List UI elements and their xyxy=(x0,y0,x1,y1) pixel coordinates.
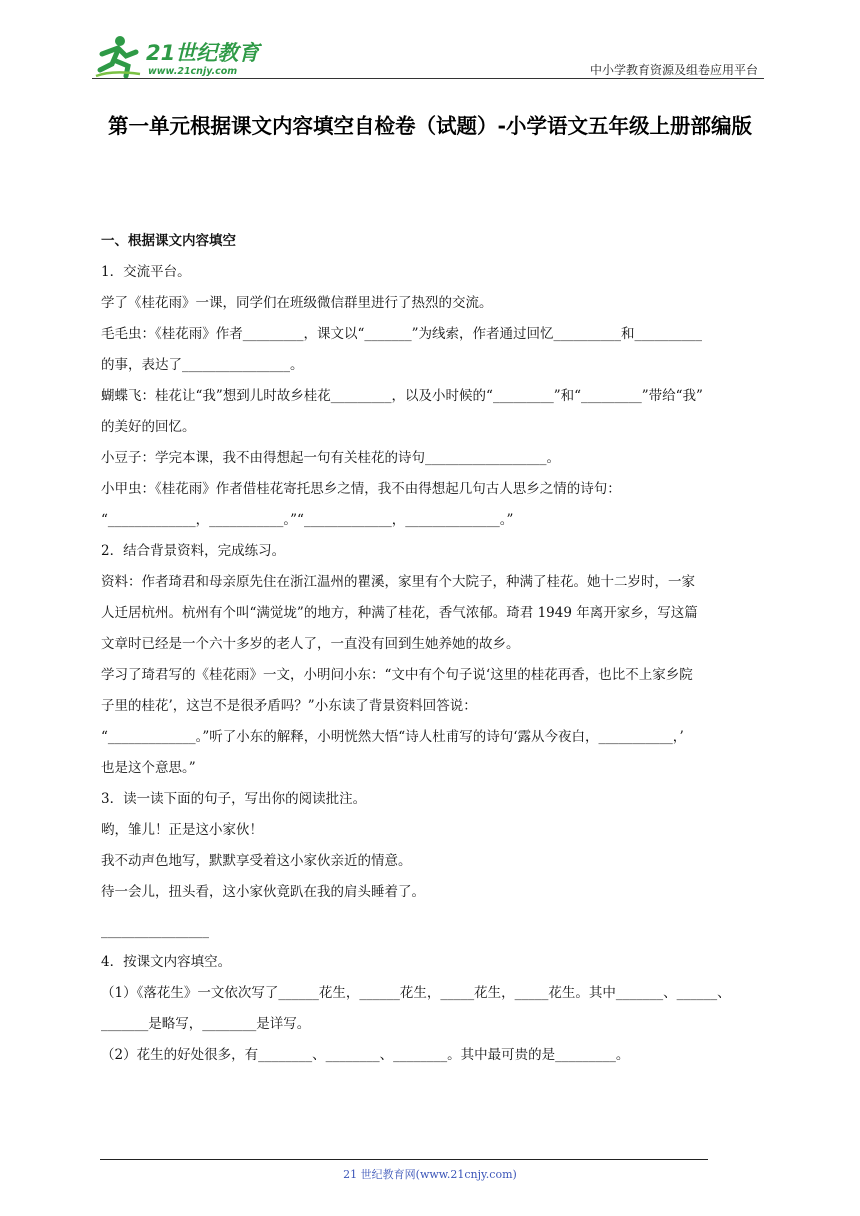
document-body xyxy=(101,232,763,1077)
question-3-sentence-1: 哟，雏儿！正是这小家伙！ xyxy=(101,822,263,838)
question-2-answer-1: “_____________。”听了小东的解释，小明恍然大悟“诗人杜甫写的诗句‘露从今夜白，___________，’ xyxy=(101,729,684,745)
page-footer: 21 世纪教育网(www.21cnjy.com) xyxy=(343,1168,517,1181)
question-1-maomaochong-cont: 的事，表达了________________。 xyxy=(101,357,304,373)
footer-divider xyxy=(100,1159,708,1160)
question-2-material-2: 人迁居杭州。杭州有个叫“满觉垅”的地方，种满了桂花，香气浓郁。琦君 1949 年离开家乡，写这篇 xyxy=(101,605,698,621)
question-3-sentence-2: 我不动声色地写，默默享受着这小家伙亲近的情意。 xyxy=(101,853,412,869)
question-4-part-1-cont: _______是略写，________是详写。 xyxy=(101,1016,311,1032)
question-1-intro: 学了《桂花雨》一课，同学们在班级微信群里进行了热烈的交流。 xyxy=(101,295,493,311)
question-4-heading: 4．按课文内容填空。 xyxy=(101,954,232,970)
question-2-answer-2: 也是这个意思。” xyxy=(101,760,196,776)
question-1-hudiefei: 蝴蝶飞：桂花让“我”想到儿时故乡桂花_________，以及小时候的“_________”和“_________”带给“我” xyxy=(101,388,703,404)
question-2-material-3: 文章时已经是一个六十多岁的老人了，一直没有回到生她养她的故乡。 xyxy=(101,636,520,652)
question-1-hudiefei-cont: 的美好的回忆。 xyxy=(101,419,196,435)
question-1-xiaodouzi: 小豆子：学完本课，我不由得想起一句有关桂花的诗句__________________。 xyxy=(101,450,560,466)
section-heading: 一、根据课文内容填空 xyxy=(101,233,236,249)
svg-text:21世纪教育: 21世纪教育 xyxy=(146,41,260,65)
question-3-heading: 3．读一读下面的句子，写出你的阅读批注。 xyxy=(101,791,367,807)
logo-icon xyxy=(92,34,262,80)
svg-text:www.21cnjy.com: www.21cnjy.com xyxy=(148,66,238,77)
question-2-heading: 2．结合背景资料，完成练习。 xyxy=(101,543,286,559)
question-3-answer-blank: ________________ xyxy=(101,923,209,939)
page-header xyxy=(92,30,764,80)
question-2-dialogue-1: 学习了琦君写的《桂花雨》一文，小明问小东：“文中有个句子说‘这里的桂花再香，也比不上家乡院 xyxy=(101,667,693,683)
question-1-maomaochong: 毛毛虫：《桂花雨》作者_________，课文以“_______”为线索，作者通过回忆__________和__________ xyxy=(101,326,703,342)
question-4-part-2: （2）花生的好处很多，有________、________、________。其中最可贵的是_________。 xyxy=(101,1047,630,1063)
question-1-xiaojiachong: 小甲虫：《桂花雨》作者借桂花寄托思乡之情，我不由得想起几句古人思乡之情的诗句： xyxy=(101,481,621,497)
question-1-heading: 1．交流平台。 xyxy=(101,264,191,280)
platform-name: 中小学教育资源及组卷应用平台 xyxy=(589,63,758,77)
question-4-part-1: （1）《落花生》一文依次写了______花生，______花生，_____花生，_____花生。其中_______、______、 xyxy=(101,985,731,1001)
question-3-sentence-3: 待一会儿，扭头看，这小家伙竟趴在我的肩头睡着了。 xyxy=(101,884,425,900)
question-2-dialogue-2: 子里的桂花’，这岂不是很矛盾吗？”小东读了背景资料回答说： xyxy=(101,698,477,714)
header-divider xyxy=(92,78,764,79)
question-1-poem-blanks: “_____________，___________。”“_____________，______________。” xyxy=(101,512,514,528)
page-title: 第一单元根据课文内容填空自检卷（试题）-小学语文五年级上册部编版 xyxy=(107,114,752,138)
question-2-material-1: 资料：作者琦君和母亲原先住在浙江温州的瞿溪，家里有个大院子，种满了桂花。她十二岁时，一家 xyxy=(101,574,695,590)
